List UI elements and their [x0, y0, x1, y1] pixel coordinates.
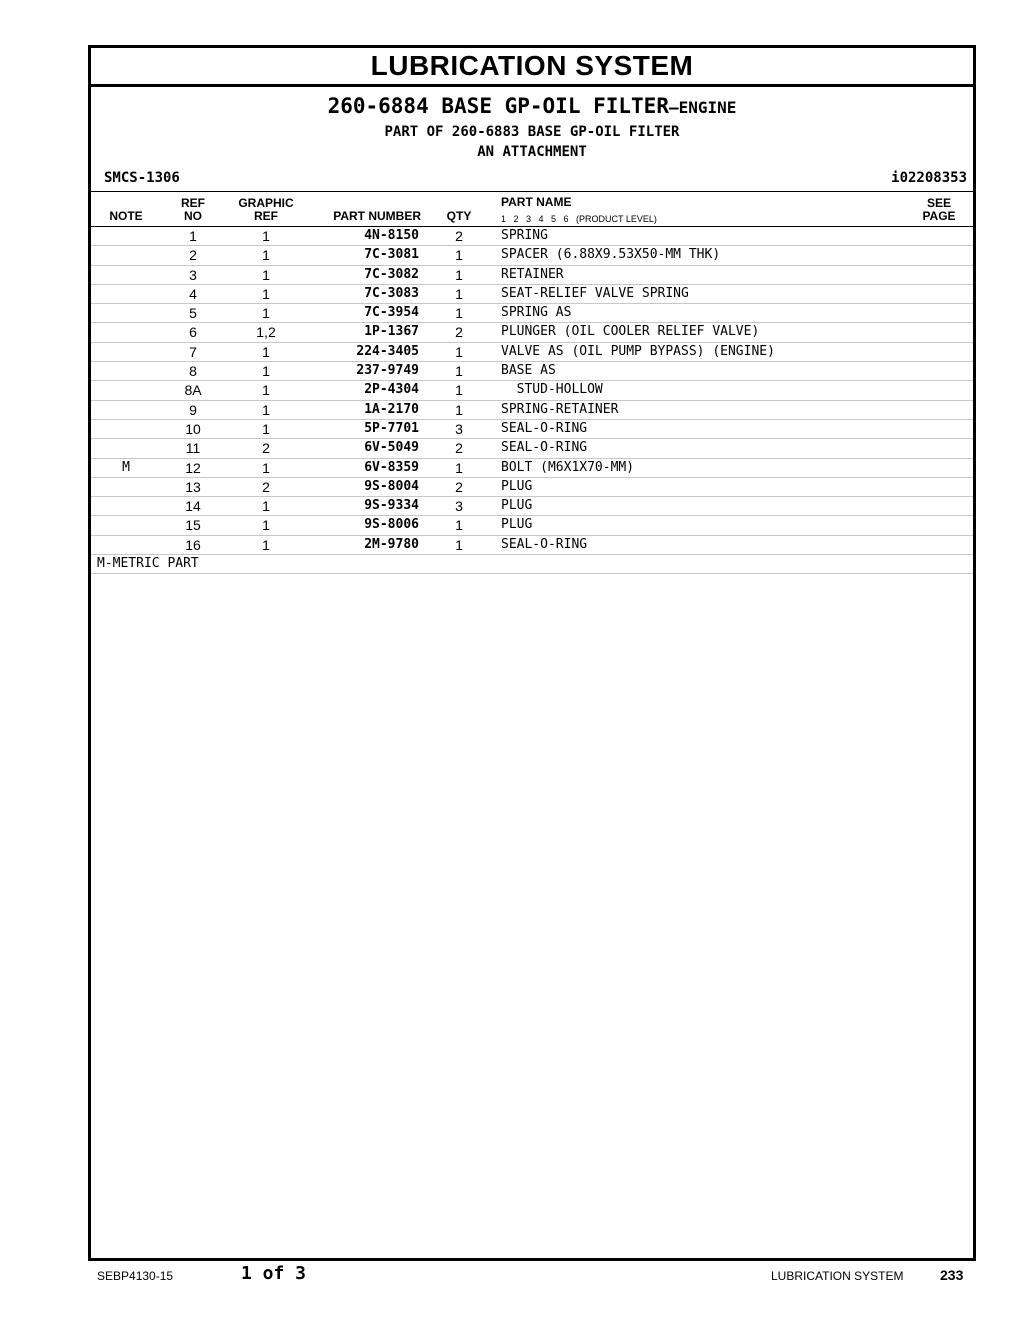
graphic-ref-cell: 1: [262, 228, 270, 244]
ref-cell: 15: [185, 517, 201, 534]
part-number-cell: 1P-1367: [364, 324, 419, 340]
group-number: 260-6884: [327, 94, 429, 118]
part-number-cell: 1A-2170: [364, 401, 419, 417]
table-row: [91, 439, 973, 458]
part-number-cell: 7C-3081: [364, 247, 419, 263]
part-number-cell: 6V-5049: [364, 440, 419, 456]
header-see-1: SEE: [926, 196, 951, 210]
ref-cell: 3: [189, 266, 197, 283]
part-name-cell: SPRING-RETAINER: [501, 401, 619, 417]
ref-cell: 10: [185, 420, 201, 437]
header-part-number: PART NUMBER: [333, 209, 421, 223]
graphic-ref-cell: 1: [262, 285, 270, 302]
header-graphic-2: REF: [254, 209, 278, 223]
qty-cell: 1: [455, 343, 463, 360]
graphic-ref-cell: 1: [262, 498, 270, 515]
table-row: [91, 516, 973, 535]
ref-cell: 9: [189, 401, 197, 418]
part-number-cell: 7C-3954: [364, 305, 419, 321]
graphic-ref-cell: 1: [262, 401, 270, 418]
part-name-cell: BOLT (M6X1X70-MM): [501, 459, 635, 475]
part-number-cell: 2P-4304: [364, 382, 419, 398]
qty-cell: 2: [455, 228, 463, 244]
graphic-ref-cell: 1: [262, 363, 270, 380]
part-of-line: PART OF 260-6883 BASE GP-OIL FILTER: [384, 124, 680, 140]
part-number-cell: 9S-8006: [364, 517, 419, 533]
group-name: BASE GP-OIL FILTER: [441, 94, 669, 118]
part-name-cell: PLUNGER (OIL COOLER RELIEF VALVE): [501, 324, 760, 340]
qty-cell: 1: [455, 305, 463, 322]
graphic-ref-cell: 1: [262, 305, 270, 322]
graphic-ref-cell: 2: [262, 440, 270, 457]
graphic-ref-cell: 1: [262, 517, 270, 534]
part-name-cell: STUD-HOLLOW: [501, 382, 603, 398]
table-row: [91, 343, 973, 362]
graphic-ref-cell: 1: [262, 536, 270, 553]
table-header: [91, 191, 973, 227]
part-name-cell: SPRING AS: [501, 305, 572, 321]
qty-cell: 1: [455, 363, 463, 380]
graphic-ref-cell: 2: [262, 478, 270, 495]
qty-cell: 2: [455, 478, 463, 495]
table-row: [91, 381, 973, 400]
group-title: [91, 93, 973, 121]
qty-cell: 1: [455, 285, 463, 302]
part-number-cell: 6V-8359: [364, 459, 419, 475]
table-row: [91, 304, 973, 323]
page-number: 233: [940, 1267, 964, 1283]
ref-cell: 8A: [184, 382, 202, 399]
header-note: NOTE: [109, 209, 143, 223]
part-name-cell: PLUG: [501, 517, 533, 533]
ref-cell: 1: [189, 228, 197, 244]
part-number-cell: 9S-8004: [364, 478, 419, 494]
note-cell: M: [122, 459, 130, 475]
table-row: [91, 497, 973, 516]
parts-page-frame: [88, 45, 976, 1261]
part-name-cell: SEAL-O-RING: [501, 536, 588, 552]
table-row: [91, 420, 973, 439]
ref-cell: 7: [189, 343, 197, 360]
part-number-cell: 7C-3082: [364, 266, 419, 282]
ref-cell: 6: [189, 324, 197, 341]
smcs-code: SMCS-1306: [104, 170, 180, 186]
table-row: [91, 459, 973, 478]
table-row: [91, 266, 973, 285]
part-number-cell: 9S-9334: [364, 498, 419, 514]
parts-table-body: [91, 227, 973, 574]
ref-cell: 2: [189, 247, 197, 264]
graphic-ref-cell: 1: [262, 420, 270, 437]
part-name-cell: SPACER (6.88X9.53X50-MM THK): [501, 247, 721, 263]
metric-footnote: M-METRIC PART: [91, 555, 973, 574]
part-number-cell: 5P-7701: [364, 420, 419, 436]
table-row: [91, 323, 973, 342]
graphic-ref-cell: 1: [262, 247, 270, 264]
part-number-cell: 4N-8150: [364, 228, 419, 243]
document-number: SEBP4130-15: [97, 1269, 174, 1283]
header-graphic-1: GRAPHIC: [238, 196, 294, 210]
qty-cell: 1: [455, 247, 463, 264]
part-name-cell: PLUG: [501, 478, 533, 494]
part-name-cell: SEAT-RELIEF VALVE SPRING: [501, 285, 689, 301]
ref-cell: 11: [185, 440, 201, 457]
attachment-line: AN ATTACHMENT: [477, 144, 587, 160]
header-ref-1: REF: [181, 196, 205, 210]
part-number-cell: 224-3405: [356, 343, 419, 359]
ref-cell: 14: [185, 498, 201, 515]
header-ref-2: NO: [184, 209, 202, 223]
part-name-cell: BASE AS: [501, 363, 556, 379]
qty-cell: 3: [455, 420, 463, 437]
part-name-cell: SPRING: [501, 228, 548, 243]
header-see-2: PAGE: [922, 209, 956, 223]
graphic-ref-cell: 1: [262, 382, 270, 399]
qty-cell: 2: [455, 440, 463, 457]
qty-cell: 1: [455, 517, 463, 534]
ref-cell: 12: [185, 459, 201, 476]
page-of-indicator: 1 of 3: [241, 1263, 307, 1284]
qty-cell: 1: [455, 459, 463, 476]
ref-cell: 13: [185, 478, 201, 495]
table-row: [91, 285, 973, 304]
table-row: [91, 227, 973, 246]
qty-cell: 1: [455, 401, 463, 418]
part-name-cell: RETAINER: [501, 266, 564, 282]
group-suffix: —ENGINE: [668, 98, 737, 117]
graphic-ref-cell: 1: [262, 459, 270, 476]
ref-cell: 16: [185, 536, 201, 553]
table-row: [91, 478, 973, 497]
qty-cell: 1: [455, 382, 463, 399]
illustration-id: i02208353: [891, 170, 967, 186]
footer-section-name: LUBRICATION SYSTEM: [771, 1269, 904, 1283]
header-part-name: PART NAME: [501, 195, 572, 209]
qty-cell: 2: [455, 324, 463, 341]
part-name-cell: SEAL-O-RING: [501, 440, 588, 456]
graphic-ref-cell: 1: [262, 266, 270, 283]
ref-cell: 4: [189, 285, 197, 302]
table-row: [91, 362, 973, 381]
table-row: [91, 401, 973, 420]
part-number-cell: 237-9749: [356, 363, 419, 379]
ref-cell: 5: [189, 305, 197, 322]
table-row: [91, 246, 973, 265]
graphic-ref-cell: 1,2: [256, 324, 276, 341]
header-qty: QTY: [446, 209, 472, 223]
part-name-cell: PLUG: [501, 498, 533, 514]
ref-cell: 8: [189, 363, 197, 380]
qty-cell: 1: [455, 266, 463, 283]
qty-cell: 1: [455, 536, 463, 553]
part-name-cell: VALVE AS (OIL PUMP BYPASS) (ENGINE): [501, 343, 775, 359]
part-number-cell: 2M-9780: [364, 536, 419, 552]
table-row: [91, 536, 973, 555]
graphic-ref-cell: 1: [262, 343, 270, 360]
header-product-level: 1 2 3 4 5 6 (PRODUCT LEVEL): [501, 214, 657, 224]
part-name-cell: SEAL-O-RING: [501, 420, 588, 436]
qty-cell: 3: [455, 498, 463, 515]
section-title: LUBRICATION SYSTEM: [91, 48, 973, 87]
page-footer: [0, 1263, 1020, 1293]
part-number-cell: 7C-3083: [364, 285, 419, 301]
